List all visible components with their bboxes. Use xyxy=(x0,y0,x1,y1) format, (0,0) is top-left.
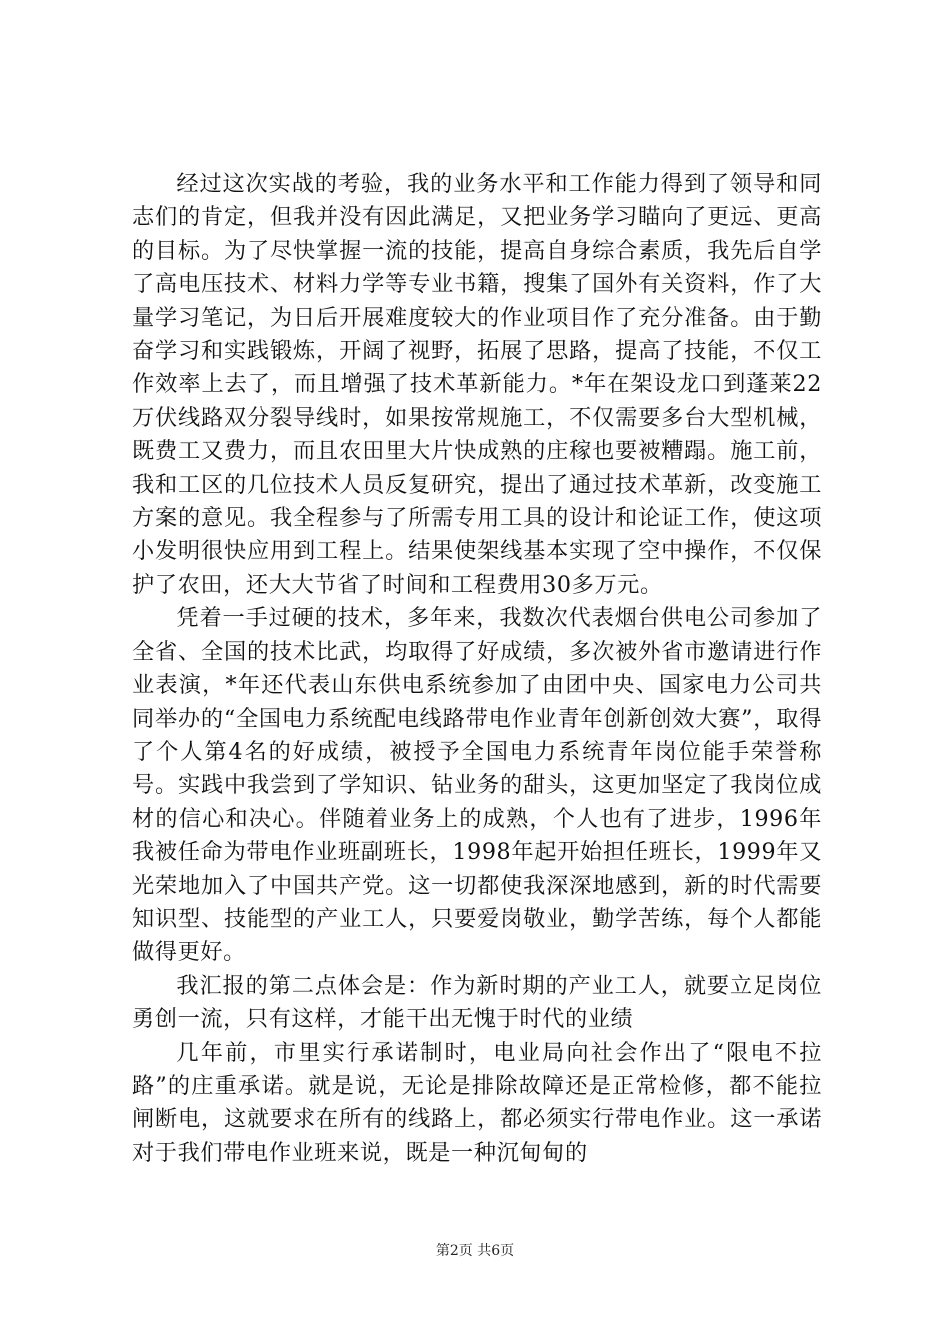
paragraph-4: 几年前，市里实行承诺制时，电业局向社会作出了“限电不拉路”的庄重承诺。就是说，无论是排除故障还是正常检修，都不能拉闸断电，这就要求在所有的线路上，都必须实行带电作业。这一承诺对于我们带电作业班来说，既是一种沉甸甸的 xyxy=(132,1039,822,1166)
document-body xyxy=(132,168,822,1170)
paragraph-3: 我汇报的第二点体会是：作为新时期的产业工人，就要立足岗位勇创一流，只有这样，才能干出无愧于时代的业绩 xyxy=(132,972,822,1033)
paragraph-1: 经过这次实战的考验，我的业务水平和工作能力得到了领导和同志们的肯定，但我并没有因此满足，又把业务学习瞄向了更远、更高的目标。为了尽快掌握一流的技能，提高自身综合素质，我先后自学了高电压技术、材料力学等专业书籍，搜集了国外有关资料，作了大量学习笔记，为日后开展难度较大的作业项目作了充分准备。由于勤奋学习和实践锻炼，开阔了视野，拓展了思路，提高了技能，不仅工作效率上去了，而且增强了技术革新能力。*年在架设龙口到蓬莱22万伏线路双分裂导线时，如果按常规施工，不仅需要多台大型机械，既费工又费力，而且农田里大片快成熟的庄稼也要被糟蹋。施工前，我和工区的几位技术人员反复研究，提出了通过技术革新，改变施工方案的意见。我全程参与了所需专用工具的设计和论证工作，使这项小发明很快应用到工程上。结果使架线基本实现了空中操作，不仅保护了农田，还大大节省了时间和工程费用30多万元。 xyxy=(132,171,822,598)
paragraph-2: 凭着一手过硬的技术，多年来，我数次代表烟台供电公司参加了全省、全国的技术比武，均取得了好成绩，多次被外省市邀请进行作业表演，*年还代表山东供电系统参加了由团中央、国家电力公司共同举办的“全国电力系统配电线路带电作业青年创新创效大赛”，取得了个人第4名的好成绩，被授予全国电力系统青年岗位能手荣誉称号。实践中我尝到了学知识、钻业务的甜头，这更加坚定了我岗位成材的信心和决心。伴随着业务上的成熟，个人也有了进步，1996年我被任命为带电作业班副班长，1998年起开始担任班长，1999年又光荣地加入了中国共产党。这一切都使我深深地感到，新的时代需要知识型、技能型的产业工人，只要爱岗敬业，勤学苦练，每个人都能做得更好。 xyxy=(132,605,822,966)
page-footer: 第2页 共6页 xyxy=(435,1243,515,1259)
